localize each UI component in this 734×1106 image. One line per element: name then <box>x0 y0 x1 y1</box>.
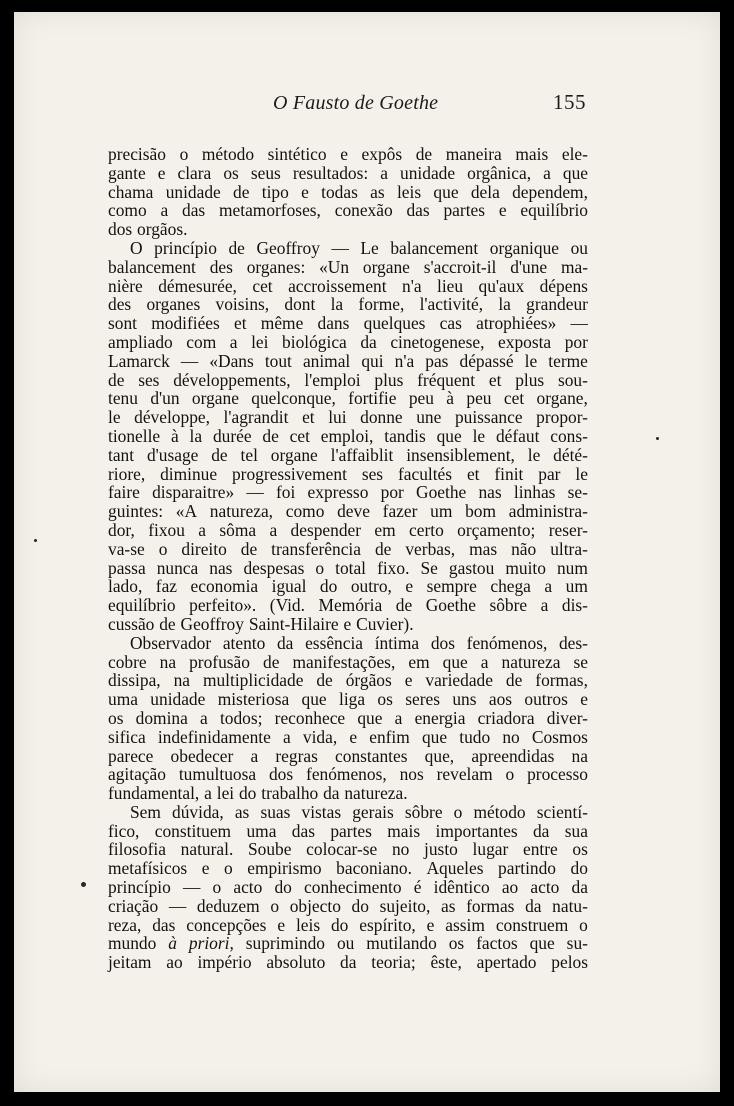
text-line: os domina a todos; reconhece que a energia criadora diver- <box>108 707 588 728</box>
print-speck <box>81 882 86 887</box>
text-line: uma unidade misteriosa que liga os seres uns aos outros e <box>108 689 588 710</box>
text-line: nière démesurée, cet accroissement n'a lieu qu'aux dépens <box>108 275 588 296</box>
text-line: jeitam ao império absoluto da teoria; êste, apertado pelos <box>108 952 588 973</box>
running-title: O Fausto de Goethe <box>273 92 439 114</box>
text-line: fico, constituem uma das partes mais importantes da sua <box>108 820 588 841</box>
text-line: metafísicos e o empirismo baconiano. Aqueles partindo do <box>108 858 588 879</box>
text-line: riore, diminue progressivement ses facultés et finit par le <box>108 463 588 484</box>
text-line: lado, faz economia igual do outro, e sempre chega a um <box>108 576 588 597</box>
text-line: parece obedecer a regras constantes que, apreendidas na <box>108 745 588 766</box>
text-line: des organes voisins, dont la forme, l'activité, la grandeur <box>108 294 588 315</box>
text-line: reza, das concepções e leis do espírito, e assim construem o <box>108 914 588 935</box>
text-line: Observador atento da essência íntima dos fenómenos, des- <box>130 632 588 653</box>
text-line: tenu d'un organe quelconque, fortifie peu à peu cet organe, <box>108 388 588 409</box>
text-line: precisão o método sintético e expôs de maneira mais ele- <box>108 144 588 164</box>
print-speck <box>656 437 659 440</box>
text-line: tant d'usage de tel organe l'affaiblit insensiblement, le dété- <box>108 444 588 465</box>
text-line: va-se o direito de transferência de verbas, mas não ultra- <box>108 538 588 559</box>
running-header <box>108 92 588 122</box>
text-line: filosofia natural. Soube colocar-se no justo lugar entre os <box>108 839 588 860</box>
text-line: sifica indefinidamente a vida, e enfim que tudo no Cosmos <box>108 726 588 747</box>
text-line: ampliado com a lei biológica da cinetogenese, exposta por <box>108 331 588 352</box>
page-number: 155 <box>553 90 586 114</box>
book-page <box>14 12 720 1092</box>
text-line: le développe, l'agrandit et lui donne une puissance propor- <box>108 407 588 428</box>
body-text <box>108 145 588 972</box>
text-line: sont modifiées et même dans quelques cas atrophiées» — <box>108 313 588 334</box>
text-line: gante e clara os seus resultados: a unidade orgânica, a que <box>108 162 588 183</box>
text-line: Lamarck — «Dans tout animal qui n'a pas dépassé le terme <box>108 350 588 371</box>
text-line: dissipa, na multiplicidade de órgãos e variedade de formas, <box>108 670 588 691</box>
text-line: dos orgãos. <box>108 219 188 240</box>
text-line: de ses développements, l'emploi plus fréquent et plus sou- <box>108 369 588 390</box>
text-line: princípio — o acto do conhecimento é idêntico ao acto da <box>108 877 588 898</box>
text-line: cussão de Geoffroy Saint-Hilaire e Cuvier). <box>108 613 414 634</box>
text-line: tionelle à la durée de cet emploi, tandis que le défaut cons- <box>108 425 588 446</box>
text-line: como a das metamorfoses, conexão das partes e equilíbrio <box>108 200 588 221</box>
text-line: Sem dúvida, as suas vistas gerais sôbre o método scientí- <box>130 801 588 822</box>
text-line: cobre na profusão de manifestações, em que a natureza se <box>108 651 588 672</box>
text-line: O princípio de Geoffroy — Le balancement organique ou <box>130 237 588 258</box>
text-line: agitação tumultuosa dos fenómenos, nos revelam o processo <box>108 764 588 785</box>
text-line: fundamental, a lei do trabalho da natureza. <box>108 783 408 804</box>
text-line: guintes: «A natureza, como deve fazer um bom administra- <box>108 501 588 522</box>
text-line: chama unidade de tipo e todas as leis que dela dependem, <box>108 181 588 202</box>
print-speck <box>34 539 37 542</box>
text-line: faire disparaitre» — foi expresso por Goethe nas linhas se- <box>108 482 588 503</box>
text-line: balancement des organes: «Un organe s'accroit-il d'une ma- <box>108 256 588 277</box>
text-line: passa nunca nas despesas o total fixo. Se gastou muito num <box>108 557 588 578</box>
text-line: mundo à priori, suprimindo ou mutilando os factos que su- <box>108 933 588 954</box>
text-line: equilíbrio perfeito». (Vid. Memória de Goethe sôbre a dis- <box>108 595 588 616</box>
text-line: dor, fixou a sôma a despender em certo orçamento; reser- <box>108 519 588 540</box>
text-line: criação — deduzem o objecto do sujeito, as formas da natu- <box>108 895 588 916</box>
